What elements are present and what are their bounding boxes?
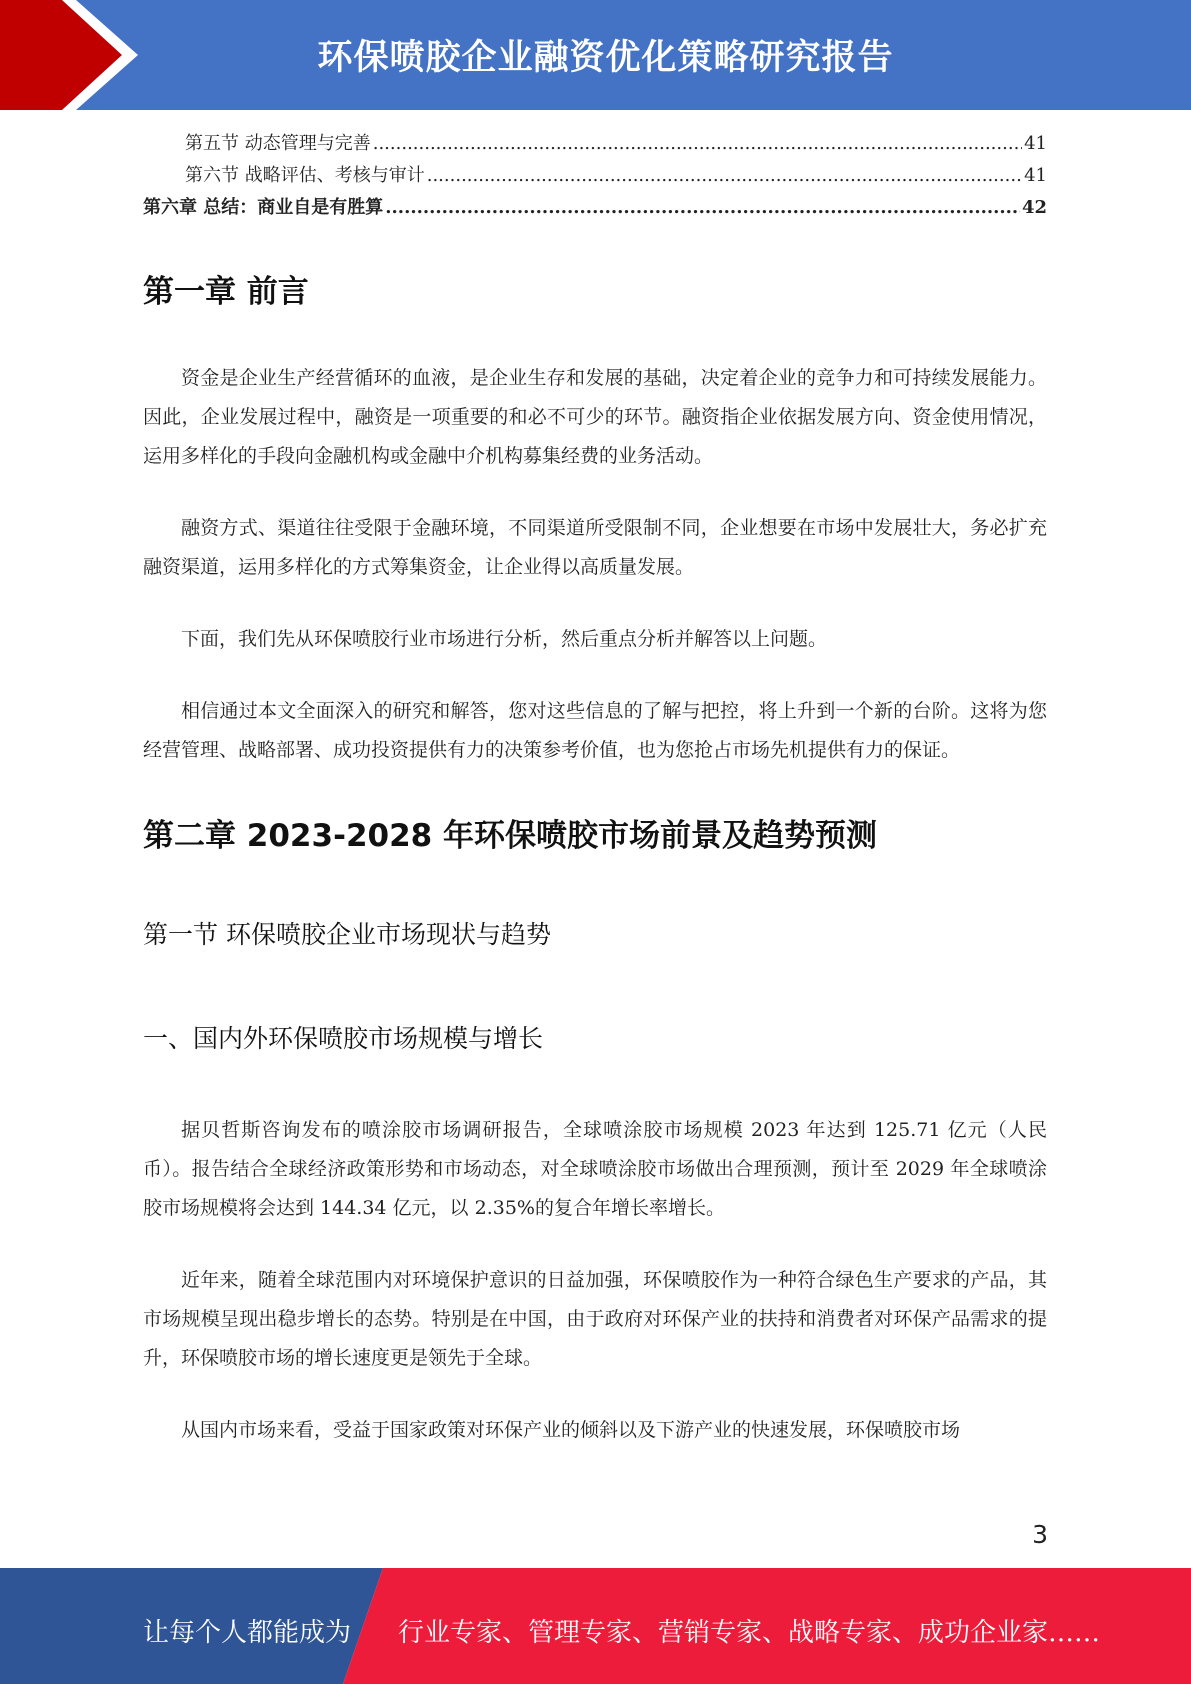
chapter2-paragraph: 从国内市场来看，受益于国家政策对环保产业的倾斜以及下游产业的快速发展，环保喷胶市场 [181, 1419, 961, 1441]
page-content [143, 128, 1047, 1450]
toc-entry-page: 42 [1021, 197, 1047, 218]
toc-entry-title: 第六节 战略评估、考核与审计 [185, 165, 425, 186]
chapter1-paragraph: 融资方式、渠道往往受限于金融环境，不同渠道所受限制不同，企业想要在市场中发展壮大，务必扩充融资渠道，运用多样化的方式筹集资金，让企业得以高质量发展。 [143, 517, 1047, 578]
toc-entry[interactable] [143, 192, 1047, 224]
header-title: 环保喷胶企业融资优化策略研究报告 [317, 38, 894, 78]
toc-entry[interactable] [143, 128, 1047, 160]
toc-entry-title: 第五节 动态管理与完善 [185, 133, 371, 154]
table-of-contents [143, 128, 1047, 224]
chapter1-paragraph: 资金是企业生产经营循环的血液，是企业生存和发展的基础，决定着企业的竞争力和可持续发展能力。因此，企业发展过程中，融资是一项重要的和必不可少的环节。融资指企业依据发展方向、资金使用情况，运用多样化的手段向金融机构或金融中介机构募集经费的业务活动。 [143, 367, 1047, 467]
toc-entry[interactable] [143, 160, 1047, 192]
chapter1-paragraph: 相信通过本文全面深入的研究和解答，您对这些信息的了解与把控，将上升到一个新的台阶。这将为您经营管理、战略部署、成功投资提供有力的决策参考价值，也为您抢占市场先机提供有力的保证。 [143, 700, 1047, 761]
toc-entry-page: 41 [1024, 165, 1047, 186]
chapter2-paragraph: 据贝哲斯咨询发布的喷涂胶市场调研报告，全球喷涂胶市场规模 2023 年达到 125.71 亿元（人民币）。报告结合全球经济政策形势和市场动态，对全球喷涂胶市场做出合理预测，预计至 2029 年全球喷涂胶市场规模将会达到 144.34 亿元，以 2.35%的复合年增长率增长。 [143, 1119, 1047, 1219]
footer-slogan-left: 让每个人都能成为 [143, 1618, 352, 1648]
chapter1-title: 第一章 前言 [143, 274, 309, 310]
page-footer [0, 1568, 1191, 1684]
page-number: 3 [1032, 1520, 1048, 1549]
page-header [0, 0, 1191, 110]
footer-slogan-right: 行业专家、管理专家、营销专家、战略专家、成功企业家…… [398, 1618, 1101, 1648]
subsection-title: 一、国内外环保喷胶市场规模与增长 [143, 1024, 544, 1053]
chapter2-paragraph: 近年来，随着全球范围内对环境保护意识的日益加强，环保喷胶作为一种符合绿色生产要求的产品，其市场规模呈现出稳步增长的态势。特别是在中国，由于政府对环保产业的扶持和消费者对环保产品需求的提升，环保喷胶市场的增长速度更是领先于全球。 [143, 1269, 1047, 1369]
toc-leader-dots [373, 128, 1022, 160]
toc-entry-page: 41 [1024, 133, 1047, 154]
section-title: 第一节 环保喷胶企业市场现状与趋势 [143, 920, 551, 949]
toc-leader-dots [427, 160, 1022, 192]
toc-entry-title: 第六章 总结：商业自是有胜算 [143, 197, 384, 218]
toc-leader-dots [385, 192, 1020, 224]
chapter1-paragraph: 下面，我们先从环保喷胶行业市场进行分析，然后重点分析并解答以上问题。 [181, 628, 828, 650]
chapter2-title: 第二章 2023-2028 年环保喷胶市场前景及趋势预测 [143, 818, 878, 854]
